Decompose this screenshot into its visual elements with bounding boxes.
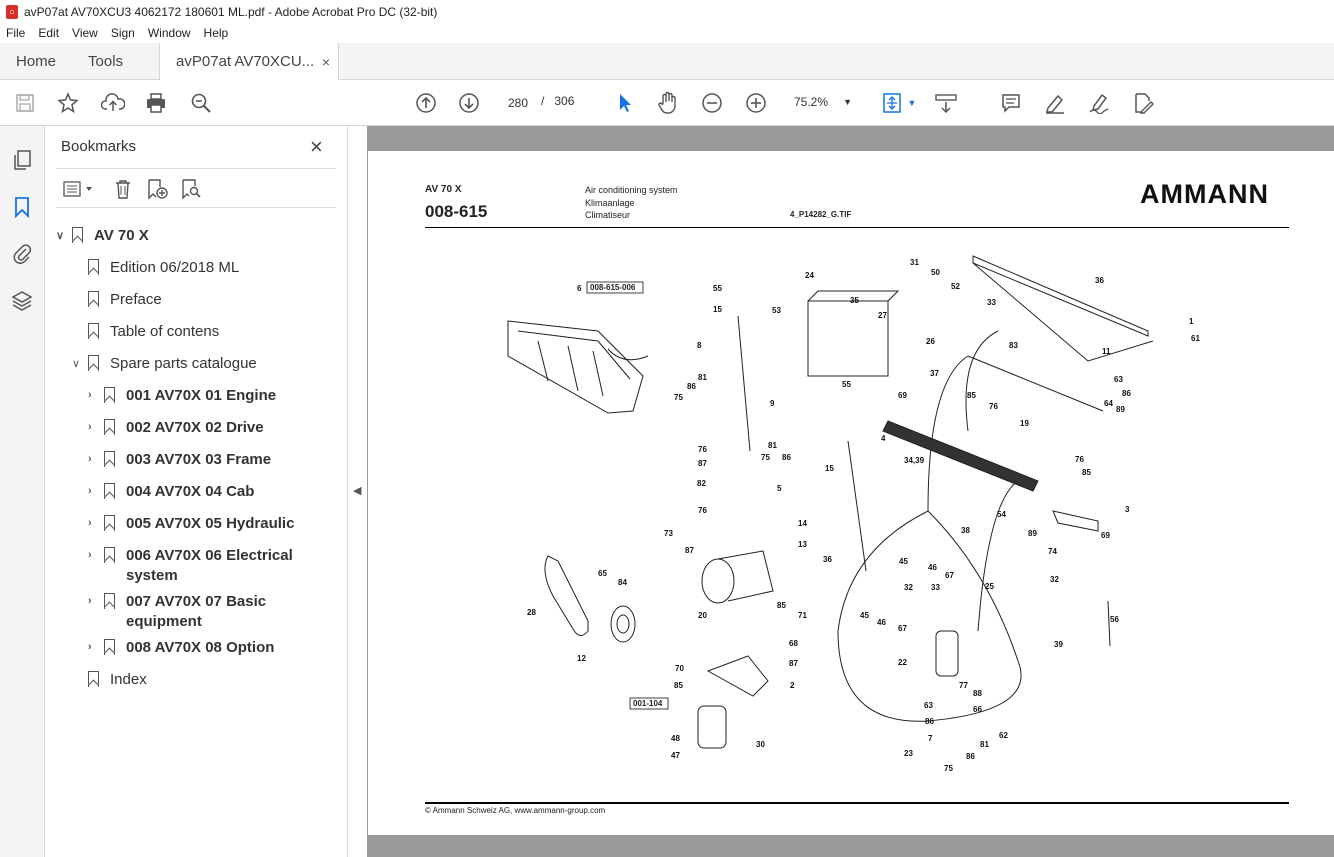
page-separator: / xyxy=(541,94,545,108)
bookmark-icon xyxy=(88,323,99,339)
part-callout: 36 xyxy=(1095,276,1104,285)
bookmark-av70x[interactable] xyxy=(56,226,149,246)
part-callout: 32 xyxy=(904,583,913,592)
bookmark-005-hydraulic[interactable] xyxy=(88,514,294,534)
bookmark-label: 008 AV70X 08 Option xyxy=(126,639,275,656)
part-callout: 82 xyxy=(697,479,706,488)
bookmark-icon xyxy=(104,419,115,435)
tab-tools[interactable]: Tools xyxy=(88,53,124,70)
part-callout: 23 xyxy=(904,749,913,758)
bookmark-label: AV 70 X xyxy=(94,227,149,244)
bookmark-table-of-contents[interactable] xyxy=(88,322,219,342)
expand-chevron-icon[interactable]: › xyxy=(88,549,92,561)
hand-tool-icon[interactable] xyxy=(656,91,680,115)
bookmark-label: Table of contens xyxy=(110,323,220,340)
ref-box-008-615-006: 008-615-006 xyxy=(590,283,636,292)
part-callout: 47 xyxy=(671,751,680,760)
expand-chevron-icon[interactable]: › xyxy=(88,453,92,465)
bookmark-icon xyxy=(88,291,99,307)
edit-pdf-icon[interactable] xyxy=(1131,91,1155,115)
menu-file[interactable]: File xyxy=(6,26,26,40)
bookmark-008-option[interactable] xyxy=(88,638,274,658)
layers-icon[interactable] xyxy=(10,289,34,313)
part-callout: 85 xyxy=(967,391,976,400)
acrobat-pdf-icon: ⌂ xyxy=(6,5,18,19)
previous-page-icon[interactable] xyxy=(414,91,438,115)
part-callout: 33 xyxy=(931,583,940,592)
ammann-logo: AMMANN xyxy=(1140,179,1269,209)
part-callout: 87 xyxy=(698,459,707,468)
part-callout: 77 xyxy=(959,681,968,690)
part-callout: 34,39 xyxy=(904,456,925,465)
bookmark-label: 004 AV70X 04 Cab xyxy=(126,483,255,500)
bookmark-label-line1: 007 AV70X 07 Basic xyxy=(126,593,267,610)
part-callout: 63 xyxy=(924,701,933,710)
menu-edit[interactable]: Edit xyxy=(38,26,60,40)
expand-chevron-icon[interactable]: › xyxy=(88,517,92,529)
scroll-mode-icon[interactable] xyxy=(934,91,958,115)
part-callout: 68 xyxy=(789,639,798,648)
part-callout: 5 xyxy=(777,484,782,493)
save-icon[interactable] xyxy=(13,91,37,115)
part-callout: 19 xyxy=(1020,419,1029,428)
part-callout: 89 xyxy=(1116,405,1125,414)
find-zoom-icon[interactable] xyxy=(189,91,213,115)
part-callout: 1 xyxy=(1189,317,1194,326)
left-navigation-rail xyxy=(0,126,45,857)
bookmark-icon xyxy=(104,387,115,403)
panel-collapse-handle[interactable] xyxy=(349,126,367,857)
part-callout: 32 xyxy=(1050,575,1059,584)
menu-view[interactable]: View xyxy=(72,26,98,40)
bookmark-icon xyxy=(72,227,83,243)
exploded-parts-diagram xyxy=(368,151,1334,835)
part-callout: 75 xyxy=(944,764,953,773)
zoom-value: 75.2% xyxy=(794,95,829,109)
part-callout: 84 xyxy=(618,578,627,587)
menu-bar xyxy=(0,23,1334,43)
bookmark-icon xyxy=(88,671,99,687)
part-callout: 76 xyxy=(698,506,707,515)
part-callout: 28 xyxy=(527,608,536,617)
part-callout: 64 xyxy=(1104,399,1113,408)
bookmark-label: 005 AV70X 05 Hydraulic xyxy=(126,515,295,532)
new-bookmark-icon[interactable] xyxy=(146,178,168,200)
window-title: avP07at AV70XCU3 4062172 180601 ML.pdf - Adobe Acrobat Pro DC (32-bit) xyxy=(24,4,438,19)
main-toolbar xyxy=(0,80,1334,126)
delete-bookmark-icon[interactable] xyxy=(112,178,134,200)
bookmark-002-drive[interactable] xyxy=(88,418,264,438)
bookmark-label: 001 AV70X 01 Engine xyxy=(126,387,277,404)
part-callout: 7 xyxy=(928,734,933,743)
part-callout: 85 xyxy=(1082,468,1091,477)
part-callout: 87 xyxy=(789,659,798,668)
part-callout: 38 xyxy=(961,526,970,535)
bookmark-label: Edition 06/2018 ML xyxy=(110,259,240,276)
doc-code: 008-615 xyxy=(425,202,488,221)
part-callout: 75 xyxy=(761,453,770,462)
part-callout: 61 xyxy=(1191,334,1200,343)
bookmarks-panel-icon[interactable] xyxy=(10,195,34,219)
page-total: 306 xyxy=(554,94,575,108)
part-callout: 67 xyxy=(898,624,907,633)
options-menu-icon[interactable] xyxy=(62,178,96,200)
ref-box-001-104: 001-104 xyxy=(633,699,663,708)
part-callout: 15 xyxy=(713,305,722,314)
bookmark-spare-parts[interactable] xyxy=(72,354,257,374)
bookmark-icon xyxy=(88,259,99,275)
bookmark-icon xyxy=(104,593,115,609)
part-callout: 12 xyxy=(577,654,586,663)
part-callout: 67 xyxy=(945,571,954,580)
doc-tif-ref: 4_P14282_G.TIF xyxy=(790,210,852,219)
zoom-in-icon[interactable] xyxy=(744,91,768,115)
expand-chevron-icon[interactable]: › xyxy=(88,641,92,653)
part-callout: 85 xyxy=(674,681,683,690)
part-callout: 2 xyxy=(790,681,795,690)
part-callout: 39 xyxy=(1054,640,1063,649)
bookmark-003-frame[interactable] xyxy=(88,450,271,470)
tab-close-icon[interactable]: × xyxy=(321,53,331,70)
part-callout: 66 xyxy=(973,705,982,714)
part-callout: 69 xyxy=(1101,531,1110,540)
part-callout: 45 xyxy=(860,611,869,620)
part-callout: 85 xyxy=(777,601,786,610)
tab-home[interactable]: Home xyxy=(16,53,57,70)
bookmark-icon xyxy=(88,355,99,371)
part-callout: 76 xyxy=(698,445,707,454)
part-callout: 33 xyxy=(987,298,996,307)
part-callout: 13 xyxy=(798,540,807,549)
part-callout: 14 xyxy=(798,519,807,528)
bookmark-icon xyxy=(104,515,115,531)
part-callout: 53 xyxy=(772,306,781,315)
part-callout: 69 xyxy=(898,391,907,400)
bookmark-icon xyxy=(104,483,115,499)
part-callout: 9 xyxy=(770,399,775,408)
part-callout: 20 xyxy=(698,611,707,620)
bookmark-label xyxy=(126,546,293,586)
part-callout: 62 xyxy=(999,731,1008,740)
part-callout: 27 xyxy=(878,311,887,320)
part-callout: 24 xyxy=(805,271,814,280)
collapse-chevron-icon[interactable]: ∨ xyxy=(56,230,65,242)
part-callout: 48 xyxy=(671,734,680,743)
bookmark-edition[interactable] xyxy=(88,258,239,278)
bookmark-icon xyxy=(104,639,115,655)
bookmark-006-electrical[interactable] xyxy=(88,546,293,586)
part-callout: 4 xyxy=(881,434,886,443)
part-callout: 74 xyxy=(1048,547,1057,556)
draw-sign-icon[interactable] xyxy=(1087,91,1111,115)
bookmark-star-icon[interactable] xyxy=(56,91,80,115)
bookmark-label xyxy=(126,592,266,632)
bookmark-icon xyxy=(104,451,115,467)
bookmark-label-line2: equipment xyxy=(126,613,202,630)
part-callout: 83 xyxy=(1009,341,1018,350)
zoom-select[interactable] xyxy=(786,91,858,113)
part-callout: 81 xyxy=(980,740,989,749)
pdf-page xyxy=(368,151,1334,835)
expand-chevron-icon[interactable]: › xyxy=(88,595,92,607)
part-callout: 55 xyxy=(713,284,722,293)
page-number-input[interactable]: 280 xyxy=(500,91,536,113)
zoom-out-icon[interactable] xyxy=(700,91,724,115)
part-callout: 88 xyxy=(973,689,982,698)
part-callout: 76 xyxy=(1075,455,1084,464)
part-callout: 65 xyxy=(598,569,607,578)
menu-window[interactable]: Window xyxy=(147,26,191,40)
attachments-icon[interactable] xyxy=(10,241,34,265)
document-viewer[interactable] xyxy=(367,126,1334,857)
bookmark-001-engine[interactable] xyxy=(88,386,276,406)
bookmark-label: 003 AV70X 03 Frame xyxy=(126,451,272,468)
part-callout: 87 xyxy=(685,546,694,555)
close-panel-icon[interactable]: × xyxy=(310,134,323,159)
part-callout: 86 xyxy=(687,382,696,391)
highlight-pen-icon[interactable] xyxy=(1043,91,1067,115)
comment-icon[interactable] xyxy=(999,91,1023,115)
part-callout: 54 xyxy=(997,510,1006,519)
part-callout: 55 xyxy=(842,380,851,389)
part-callout: 37 xyxy=(930,369,939,378)
part-callout: 46 xyxy=(877,618,886,627)
part-callout: 73 xyxy=(664,529,673,538)
doc-desc-en: Air conditioning system xyxy=(585,185,678,195)
bookmarks-toolbar xyxy=(56,168,336,208)
page-thumbnails-icon[interactable] xyxy=(10,148,34,172)
expand-chevron-icon[interactable]: › xyxy=(88,485,92,497)
part-callout: 35 xyxy=(850,296,859,305)
part-callout: 15 xyxy=(825,464,834,473)
cloud-upload-icon[interactable] xyxy=(101,91,125,115)
collapse-arrow-icon: ◀ xyxy=(353,485,362,497)
tab-document-label: avP07at AV70XCU... xyxy=(176,53,315,70)
part-callout: 22 xyxy=(898,658,907,667)
part-callout: 86 xyxy=(1122,389,1131,398)
part-callout: 70 xyxy=(675,664,684,673)
tab-bar xyxy=(0,43,1334,80)
bookmark-icon xyxy=(104,547,115,563)
print-icon[interactable] xyxy=(144,91,168,115)
part-callout: 86 xyxy=(925,717,934,726)
part-callout: 86 xyxy=(782,453,791,462)
part-callout: 31 xyxy=(910,258,919,267)
find-bookmark-icon[interactable] xyxy=(180,178,202,200)
part-callout: 11 xyxy=(1102,347,1111,356)
fit-page-dropdown-icon[interactable]: ▼ xyxy=(907,98,917,108)
bookmark-label: Index xyxy=(110,671,147,688)
title-bar xyxy=(0,0,1334,23)
collapse-chevron-icon[interactable]: ∨ xyxy=(72,358,81,370)
part-callout: 30 xyxy=(756,740,765,749)
part-callout: 6 xyxy=(577,284,582,293)
bookmark-label: 002 AV70X 02 Drive xyxy=(126,419,264,436)
part-callout: 26 xyxy=(926,337,935,346)
part-callout: 45 xyxy=(899,557,908,566)
expand-chevron-icon[interactable]: › xyxy=(88,421,92,433)
part-callout: 3 xyxy=(1125,505,1130,514)
bookmark-label-line2: system xyxy=(126,567,178,584)
bookmark-label: Spare parts catalogue xyxy=(110,355,257,372)
bookmark-007-basic[interactable] xyxy=(88,592,266,632)
bookmarks-panel xyxy=(46,126,348,857)
expand-chevron-icon[interactable]: › xyxy=(88,389,92,401)
part-callout: 25 xyxy=(985,582,994,591)
bookmark-label-line1: 006 AV70X 06 Electrical xyxy=(126,547,293,564)
page-count xyxy=(541,94,574,108)
part-callout: 81 xyxy=(698,373,707,382)
part-callout: 71 xyxy=(798,611,807,620)
part-callout: 36 xyxy=(823,555,832,564)
part-callout: 81 xyxy=(768,441,777,450)
part-callout: 86 xyxy=(966,752,975,761)
part-callout: 75 xyxy=(674,393,683,402)
menu-help[interactable]: Help xyxy=(203,26,229,40)
select-cursor-icon[interactable] xyxy=(612,91,636,115)
menu-sign[interactable]: Sign xyxy=(110,26,135,40)
part-callout: 50 xyxy=(931,268,940,277)
bookmark-label: Preface xyxy=(110,291,162,308)
footer-rule xyxy=(425,802,1289,804)
bookmark-004-cab[interactable] xyxy=(88,482,254,502)
doc-copyright: © Ammann Schweiz AG, www.ammann-group.com xyxy=(425,806,606,815)
part-callout: 63 xyxy=(1114,375,1123,384)
bookmark-index[interactable] xyxy=(88,670,147,690)
doc-desc-fr: Climatiseur xyxy=(585,210,631,220)
part-callout: 8 xyxy=(697,341,702,350)
part-callout: 76 xyxy=(989,402,998,411)
bookmark-preface[interactable] xyxy=(88,290,162,310)
doc-model: AV 70 X xyxy=(425,184,462,195)
tab-document[interactable] xyxy=(159,43,339,80)
part-callout: 56 xyxy=(1110,615,1119,624)
bookmarks-title: Bookmarks xyxy=(61,138,137,155)
next-page-icon[interactable] xyxy=(457,91,481,115)
part-callout: 46 xyxy=(928,563,937,572)
part-callout: 52 xyxy=(951,282,960,291)
zoom-dropdown-icon: ▼ xyxy=(843,97,852,107)
doc-desc-de: Klimaanlage xyxy=(585,197,635,208)
part-callout: 89 xyxy=(1028,529,1037,538)
